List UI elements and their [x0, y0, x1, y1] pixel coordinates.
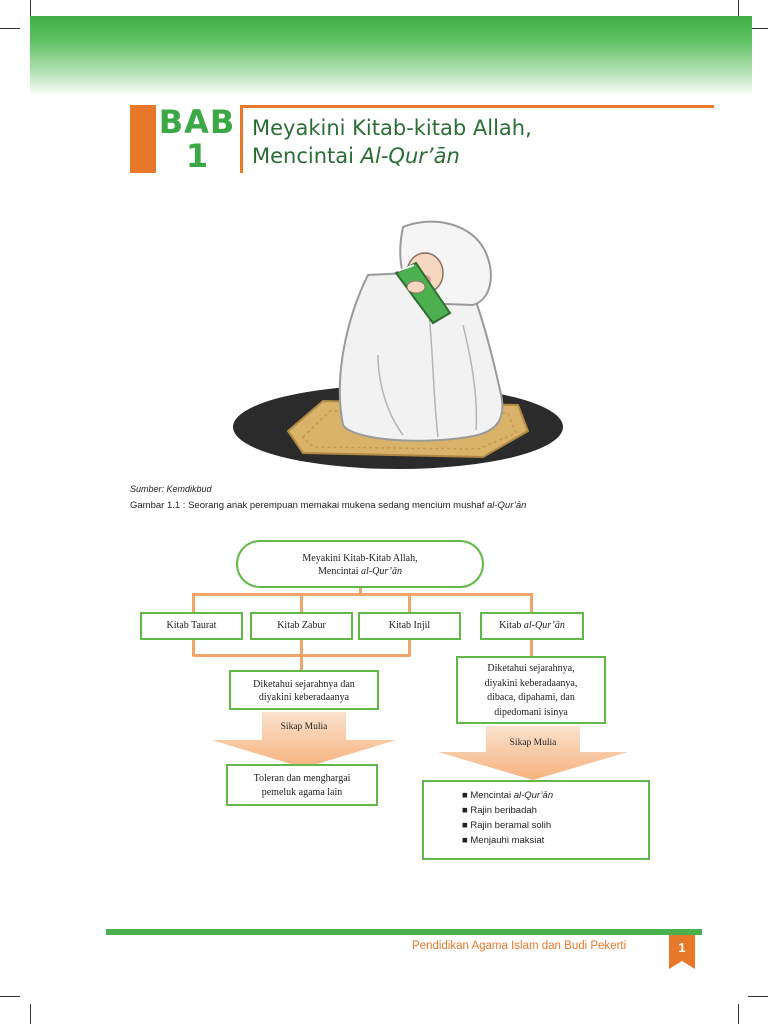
right-arrow-label: Sikap Mulia	[509, 738, 557, 748]
chapter-accent-bar	[130, 105, 156, 173]
connector	[408, 593, 411, 613]
chapter-word: BAB	[158, 103, 236, 141]
figure-caption: Gambar 1.1 : Seorang anak perempuan memakai mukena sedang mencium mushaf al-Qur’ān	[130, 500, 527, 511]
result-item: ■ Rajin beribadah	[462, 805, 537, 816]
right-down-arrow	[438, 726, 628, 780]
chapter-title-line1: Meyakini Kitab-kitab Allah,	[252, 116, 532, 140]
crop-mark-bottom-right-h	[748, 996, 768, 997]
left-arrow-label: Sikap Mulia	[280, 722, 328, 732]
book-taurat-node: Kitab Taurat	[140, 612, 243, 640]
hand	[407, 281, 425, 293]
connector	[300, 654, 303, 670]
figure-source: Sumber: Kemdikbud	[130, 484, 212, 494]
result-item: ■ Rajin beramal solih	[462, 820, 552, 831]
connector	[300, 593, 303, 613]
book-injil-node: Kitab Injil	[358, 612, 461, 640]
left-down-arrow	[212, 712, 396, 768]
page-number: 1	[678, 940, 686, 955]
header-gradient-band	[30, 16, 752, 96]
girl-in-mukena-illustration	[228, 205, 580, 475]
title-divider-horizontal	[240, 105, 714, 108]
crop-mark-top-left-h	[0, 28, 20, 29]
chapter-label	[158, 105, 236, 173]
footer-rule	[106, 929, 702, 935]
connector	[192, 593, 195, 613]
left-info-node: Diketahui sejarahnya dan diyakini keberadaanya	[229, 670, 379, 710]
title-divider-vertical	[240, 105, 243, 173]
footer-book-title: Pendidikan Agama Islam dan Budi Pekerti	[412, 940, 627, 952]
chapter-title-line2: Mencintai Al-Qur’ān	[252, 144, 460, 168]
right-result-node	[422, 780, 650, 860]
crop-mark-bottom-right-v	[738, 1004, 739, 1024]
crop-mark-bottom-left-v	[30, 1004, 31, 1024]
chapter-title	[252, 114, 532, 170]
result-item: ■ Menjauhi maksiat	[462, 835, 545, 846]
connector	[192, 593, 532, 596]
right-info-node: Diketahui sejarahnya, diyakini keberadaanya, dibaca, dipahami, dan dipedomani isinya	[456, 656, 606, 724]
left-result-node: Toleran dan menghargai pemeluk agama lain	[226, 764, 378, 806]
book-quran-node: Kitab al-Qur’ān	[480, 612, 584, 640]
chapter-number: 1	[185, 137, 209, 175]
book-zabur-node: Kitab Zabur	[250, 612, 353, 640]
flow-root-node: Meyakini Kitab-Kitab Allah, Mencintai al-Qur’ān	[236, 540, 484, 588]
result-item: ■ Mencintai al-Qur’ān	[462, 790, 554, 801]
connector	[530, 593, 533, 613]
crop-mark-bottom-left-h	[0, 996, 20, 997]
